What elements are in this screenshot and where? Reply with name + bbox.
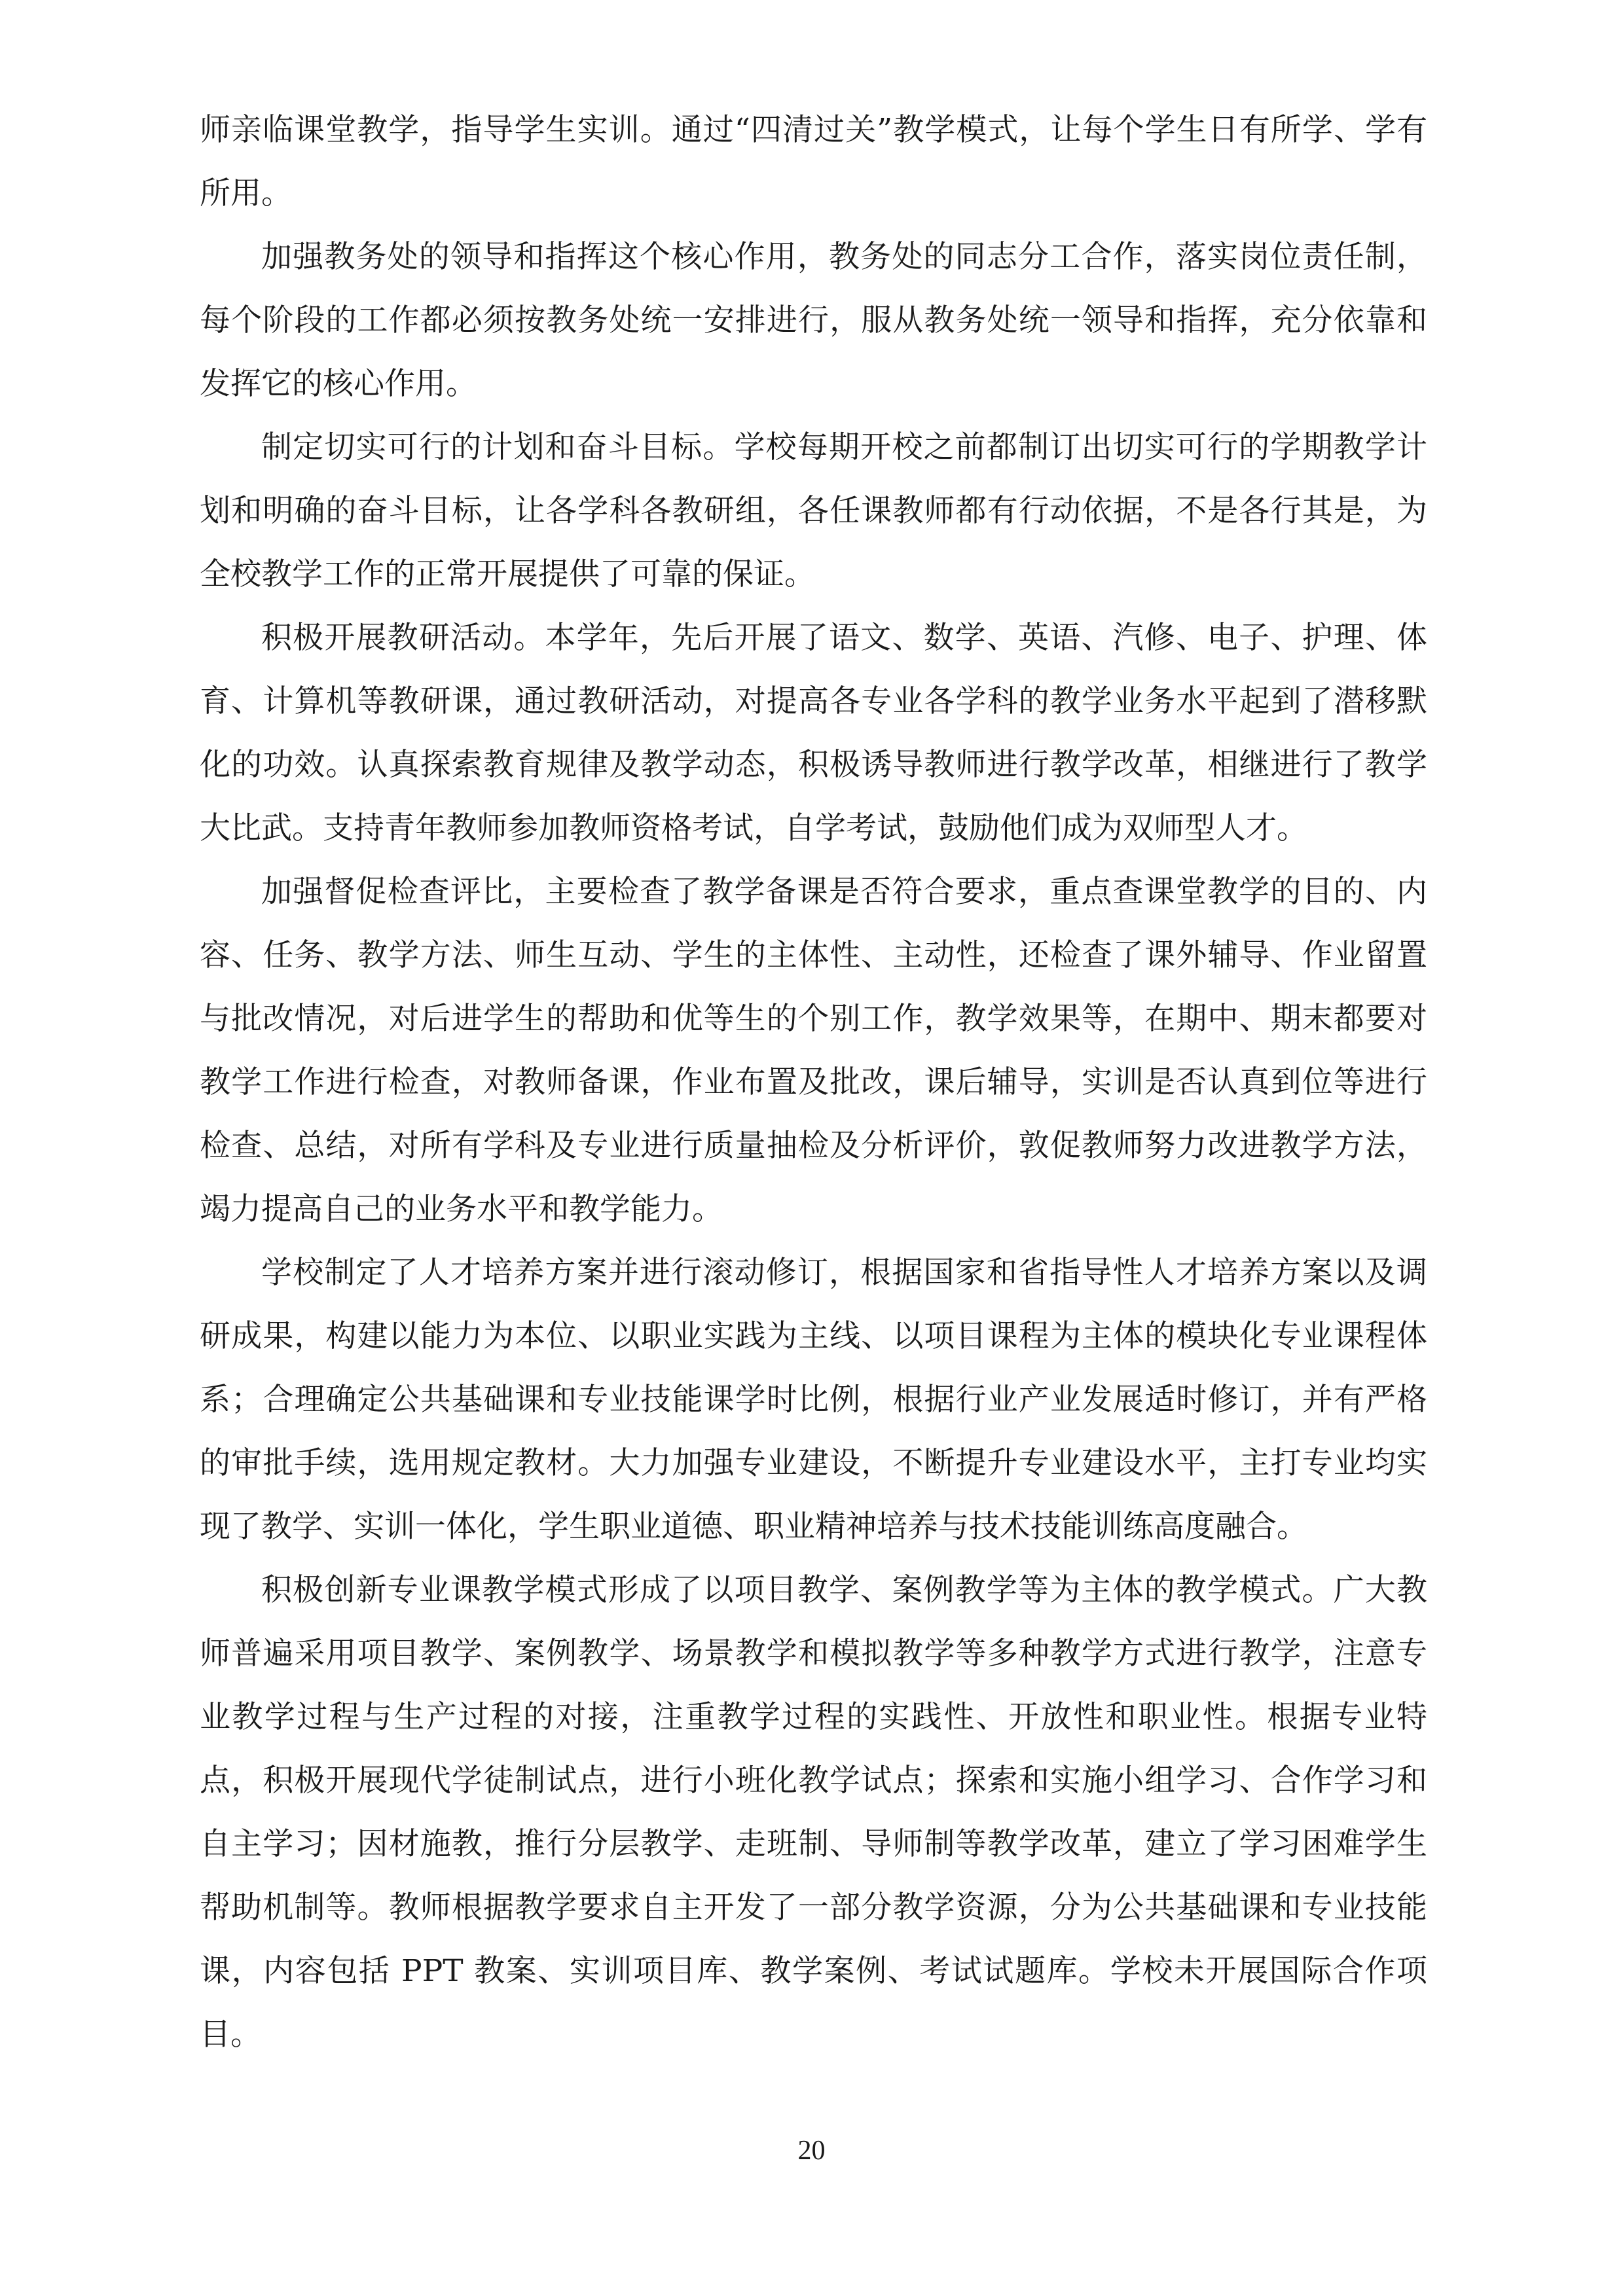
page-number: 20 [797, 2136, 826, 2166]
paragraph-training-plan: 学校制定了人才培养方案并进行滚动修订，根据国家和省指导性人才培养方案以及调研成果，构建以能力为本位、以职业实践为主线、以项目课程为主体的模块化专业课程体系；合理确定公共基础课和专业技能课学时比例，根据行业产业发展适时修订，并有严格的审批手续，选用规定教材。大力加强专业建设，不断提升专业建设水平，主打专业均实现了教学、实训一体化，学生职业道德、职业精神培养与技术技能训练高度融合。 [200, 1255, 1427, 1545]
paragraph-inspection: 加强督促检查评比，主要检查了教学备课是否符合要求，重点查课堂教学的目的、内容、任务、教学方法、师生互动、学生的主体性、主动性，还检查了课外辅导、作业留置与批改情况，对后进学生的帮助和优等生的个别工作，教学效果等，在期中、期末都要对教学工作进行检查，对教师备课，作业布置及批改，课后辅导，实训是否认真到位等进行检查、总结，对所有学科及专业进行质量抽检及分析评价，敦促教师努力改进教学方法，竭力提高自己的业务水平和教学能力。 [200, 874, 1427, 1227]
body-text [200, 98, 1427, 2066]
paragraph-teaching-research: 积极开展教研活动。本学年，先后开展了语文、数学、英语、汽修、电子、护理、体育、计算机等教研课，通过教研活动，对提高各专业各学科的教学业务水平起到了潜移默化的功效。认真探索教育规律及教学动态，积极诱导教师进行教学改革，相继进行了教学大比武。支持青年教师参加教师资格考试，自学考试，鼓励他们成为双师型人才。 [200, 620, 1427, 846]
paragraph-academic-affairs: 加强教务处的领导和指挥这个核心作用，教务处的同志分工合作，落实岗位责任制，每个阶段的工作都必须按教务处统一安排进行，服从教务处统一领导和指挥，充分依靠和发挥它的核心作用。 [200, 239, 1427, 402]
paragraph-teaching-model: 积极创新专业课教学模式形成了以项目教学、案例教学等为主体的教学模式。广大教师普遍采用项目教学、案例教学、场景教学和模拟教学等多种教学方式进行教学，注意专业教学过程与生产过程的对接，注重教学过程的实践性、开放性和职业性。根据专业特点，积极开展现代学徒制试点，进行小班化教学试点；探索和实施小组学习、合作学习和自主学习；因材施教，推行分层教学、走班制、导师制等教学改革，建立了学习困难学生帮助机制等。教师根据教学要求自主开发了一部分教学资源，分为公共基础课和专业技能课，内容包括 PPT 教案、实训项目库、教学案例、考试试题库。学校未开展国际合作项目。 [200, 1572, 1427, 2053]
paragraph-continuation: 师亲临课堂教学，指导学生实训。通过“四清过关”教学模式，让每个学生日有所学、学有所用。 [200, 112, 1427, 211]
paragraph-plans-goals: 制定切实可行的计划和奋斗目标。学校每期开校之前都制订出切实可行的学期教学计划和明确的奋斗目标，让各学科各教研组，各任课教师都有行动依据，不是各行其是，为全校教学工作的正常开展提供了可靠的保证。 [200, 429, 1427, 592]
